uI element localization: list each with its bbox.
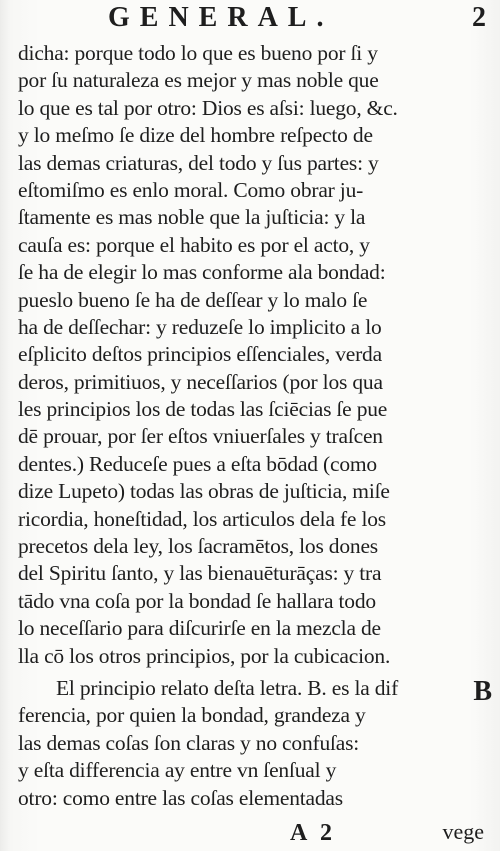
text-line: y lo meſmo ſe dize del hombre reſpecto de (18, 123, 373, 148)
main-text-block (18, 40, 470, 812)
text-line: ha de deſſechar: y reduzeſe lo implicito a lo (18, 314, 382, 339)
text-line: precetos dela ley, los ſacramētos, los dones (18, 534, 378, 559)
text-line: las demas criaturas, del todo y ſus partes: y (18, 150, 379, 175)
text-line: dentes.) Reduceſe pues a eſta bōdad (como (18, 451, 377, 476)
text-line: pueslo bueno ſe ha de deſſear y lo malo ſe (18, 287, 368, 312)
text-line: cauſa es: porque el habito es por el acto, y (18, 232, 370, 257)
text-line: ferencia, por quien la bondad, grandeza y (18, 703, 366, 728)
text-line: tādo vna coſa por la bondad ſe hallara todo (18, 588, 376, 613)
text-line: otro: como entre las coſas elementadas (18, 785, 343, 810)
text-line: eſplicito deſtos principios eſſenciales, verda (18, 342, 382, 367)
text-line: deros, primitiuos, y neceſſarios (por los qua (18, 369, 383, 394)
text-line: ſe ha de elegir lo mas conforme ala bondad: (18, 260, 386, 285)
text-line: lla cō los otros principios, por la cubicacion. (18, 643, 391, 668)
text-line: del Spiritu ſanto, y las bienauēturāças: y tra (18, 561, 382, 586)
text-line: por ſu naturaleza es mejor y mas noble que (18, 68, 379, 93)
marginal-letter: B (473, 676, 492, 707)
signature-mark: A 2 (290, 820, 337, 846)
text-line: El principio relato deſta letra. B. es la dif (56, 675, 399, 700)
paragraph (18, 40, 470, 670)
text-line: ricordia, honeſtidad, los articulos dela fe los (18, 506, 386, 531)
text-line: las demas coſas ſon claras y no confuſas: (18, 730, 360, 755)
text-line: ſtamente es mas noble que la juſticia: y la (18, 205, 366, 230)
text-line: les principios los de todas las ſciēcias ſe pue (18, 397, 388, 422)
paragraph (18, 675, 470, 812)
catchword: vege (442, 819, 484, 844)
page-number: 2 (472, 2, 486, 33)
text-line: y eſta differencia ay entre vn ſenſual y (18, 758, 337, 783)
text-line: eſtomiſmo es enlo moral. Como obrar ju- (18, 177, 364, 202)
text-line: dicha: porque todo lo que es bueno por ſi y (18, 41, 378, 65)
text-line: dize Lupeto) todas las obras de juſticia, miſe (18, 479, 390, 504)
text-line: lo neceſſario para diſcurirſe en la mezcla de (18, 616, 381, 641)
text-line: lo que es tal por otro: Dios es aſsi: luego, &c. (18, 95, 398, 120)
text-line: dē prouar, por ſer eſtos vniuerſales y traſcen (18, 424, 383, 449)
running-title: GENERAL. (108, 2, 334, 33)
